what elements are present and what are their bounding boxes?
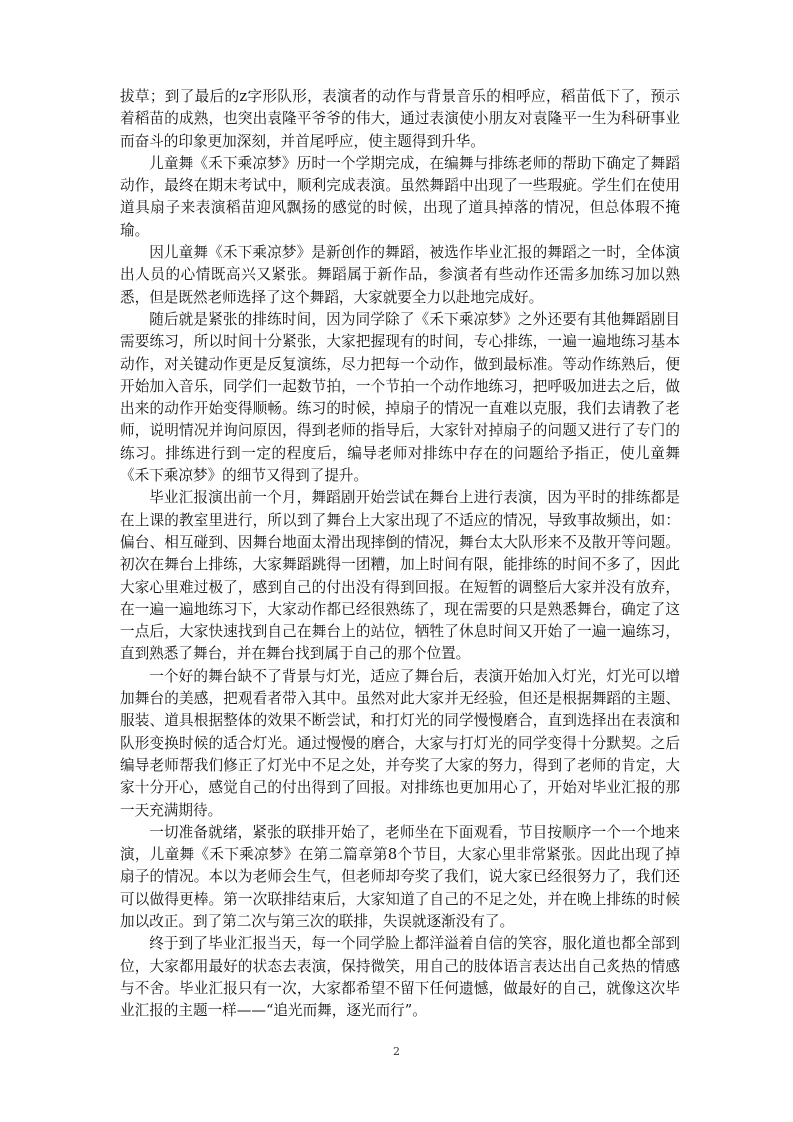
paragraph: 一个好的舞台缺不了背景与灯光，适应了舞台后，表演开始加入灯光，灯光可以增加舞台的美感，把观看者带入其中。虽然对此大家并无经验，但还是根据舞蹈的主题、服装、道具根据整体的效果不断尝试，和打灯光的同学慢慢磨合，直到选择出在表演和队形变换时候的适合灯光。通过慢慢的磨合，大家与打灯光的同学变得十分默契。之后编导老师帮我们修正了灯光中不足之处，并夸奖了大家的努力，得到了老师的肯定，大家十分开心，感觉自己的付出得到了回报。对排练也更加用心了，开始对毕业汇报的那一天充满期待。: [120, 667, 680, 819]
page-number: 2: [393, 1045, 400, 1058]
paragraph: 随后就是紧张的排练时间，因为同学除了《禾下乘凉梦》之外还要有其他舞蹈剧目需要练习，所以时间十分紧张，大家把握现有的时间，专心排练，一遍一遍地练习基本动作，对关键动作更是反复演练，尽力把每一个动作，做到最标准。等动作练熟后，便开始加入音乐，同学们一起数节拍，一个节拍一个动作地练习，把呼吸加进去之后，做出来的动作开始变得顺畅。练习的时候，掉扇子的情况一直难以克服，我们去请教了老师，说明情况并询问原因，得到老师的指导后，大家针对掉扇子的问题又进行了专门的练习。排练进行到一定的程度后，编导老师对排练中存在的问题给予指正，使儿童舞《禾下乘凉梦》的细节又得到了提升。: [120, 310, 680, 485]
paragraph-continued: 拔草；到了最后的z字形队形，表演者的动作与背景音乐的相呼应，稻苗低下了，预示着稻苗的成熟，也突出袁隆平爷爷的伟大，通过表演使小朋友对袁隆平一生为科研事业而奋斗的印象更加深刻，并首尾呼应，使主题得到升华。: [120, 88, 680, 150]
paragraph: 一切准备就绪，紧张的联排开始了，老师坐在下面观看，节目按顺序一个一个地来演，儿童舞《禾下乘凉梦》在第二篇章第8个节目，大家心里非常紧张。因此出现了掉扇子的情况。本以为老师会生气，但老师却夸奖了我们，说大家已经很努力了，我们还可以做得更棒。第一次联排结束后，大家知道了自己的不足之处，并在晚上排练的时候加以改正。到了第二次与第三次的联排，失误就逐渐没有了。: [120, 823, 680, 930]
paragraph: 终于到了毕业汇报当天，每一个同学脸上都洋溢着自信的笑容，服化道也都全部到位，大家都用最好的状态去表演，保持微笑，用自己的肢体语言表达出自己炙热的情感与不舍。毕业汇报只有一次，大家都希望不留下任何遗憾，做最好的自己，就像这次毕业汇报的主题一样——“追光而舞，逐光而行”。: [120, 935, 680, 1020]
paragraph: 毕业汇报演出前一个月，舞蹈剧开始尝试在舞台上进行表演，因为平时的排练都是在上课的教室里进行，所以到了舞台上大家出现了不适应的情况，导致事故频出，如：偏台、相互碰到、因舞台地面太滑出现摔倒的情况，舞台太大队形来不及散开等问题。初次在舞台上排练，大家舞蹈跳得一团糟，加上时间有限，能排练的时间不多了，因此大家心里难过极了，感到自己的付出没有得到回报。在短暂的调整后大家并没有放弃，在一遍一遍地练习下，大家动作都已经很熟练了，现在需要的只是熟悉舞台，确定了这一点后，大家快速找到自己在舞台上的站位，牺牲了休息时间又开始了一遍一遍练习，直到熟悉了舞台，并在舞台找到属于自己的那个位置。: [120, 489, 680, 663]
body-text: [120, 86, 680, 1022]
paragraph: 因儿童舞《禾下乘凉梦》是新创作的舞蹈，被选作毕业汇报的舞蹈之一时，全体演出人员的心情既高兴又紧张。舞蹈属于新作品，参演者有些动作还需多加练习加以熟悉，但是既然老师选择了这个舞蹈，大家就要全力以赴地完成好。: [120, 244, 680, 306]
paragraph: 儿童舞《禾下乘凉梦》历时一个学期完成，在编舞与排练老师的帮助下确定了舞蹈动作，最终在期末考试中，顺利完成表演。虽然舞蹈中出现了一些瑕疵。学生们在使用道具扇子来表演稻苗迎风飘扬的感觉的时候，出现了道具掉落的情况，但总体瑕不掩瑜。: [120, 154, 680, 239]
